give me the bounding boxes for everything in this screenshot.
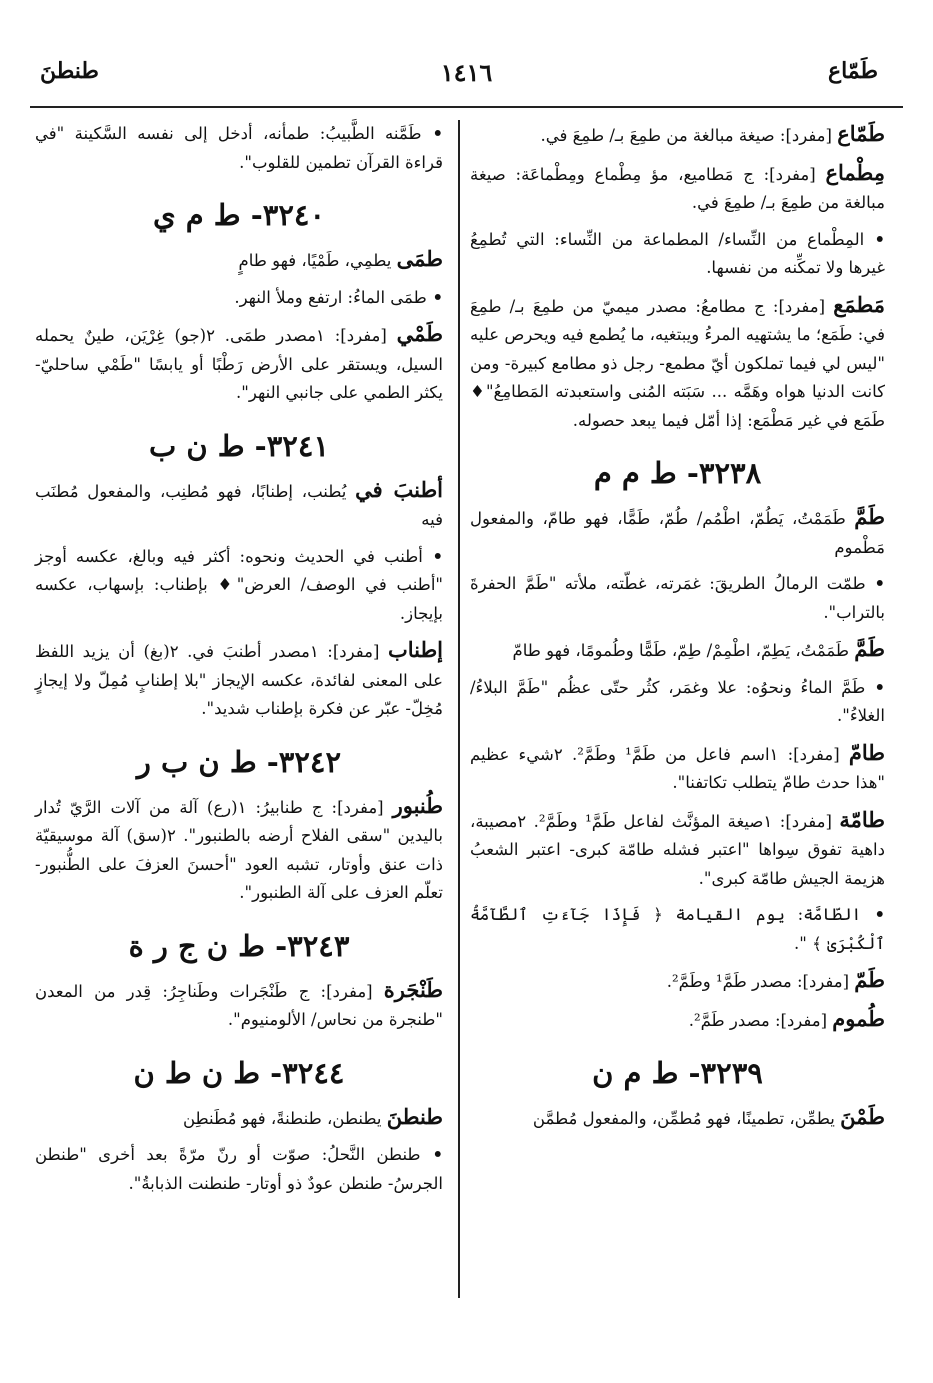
sub-entry: • طمَى الماءُ: ارتفع وملأ النهر. bbox=[35, 284, 443, 313]
definition: [مفرد]: ١صيغة المؤنَّث لفاعل طَمَّ¹ وطَمَّ². ٢مصيبة، داهية تفوق سِواها "اعتبر فشله طامّة كبرى- اعتبر الشعبُ هزيمة الجيش طامّة كبرى". bbox=[470, 811, 885, 888]
definition: يطنطن، طنطنةً، فهو مُطَنطِن bbox=[182, 1108, 387, 1128]
dictionary-entry bbox=[470, 291, 885, 436]
sub-entry: • أطنب في الحديث ونحوه: أكثر فيه وبالغ، عكسه أوجز "أطنب في الوصف/ العرض"♦ بإطناب: بإسهاب، عكسه بإيجاز. bbox=[35, 543, 443, 629]
headword: طَمْنَ bbox=[840, 1104, 885, 1129]
dictionary-entry bbox=[470, 503, 885, 562]
definition: يطمِي، طَمْيًا، فهو طامٍ bbox=[238, 251, 397, 270]
header-rule bbox=[30, 106, 903, 108]
dictionary-entry bbox=[35, 245, 443, 276]
left-column bbox=[35, 120, 443, 1206]
root-section-heading: ٣٢٤٠- ط م ي bbox=[152, 198, 326, 232]
sub-entry: • المِطْماع من النِّساء/ المطماعة من النِّساء: التي تُطمِعُ غيرها ولا تمكِّنه من نفسها. bbox=[470, 226, 885, 283]
header-left-word: طنطنَ bbox=[40, 58, 99, 84]
headword: طَمْي bbox=[396, 321, 444, 346]
dictionary-entry bbox=[35, 476, 443, 535]
dictionary-entry bbox=[470, 159, 885, 218]
dictionary-entry bbox=[470, 120, 885, 151]
root-section-heading: ٣٢٤٤- ط ن ط ن bbox=[133, 1055, 345, 1090]
headword: طَمّاع bbox=[837, 121, 885, 146]
dictionary-entry bbox=[35, 1103, 443, 1134]
headword: طَمّ bbox=[854, 967, 885, 992]
dictionary-entry bbox=[470, 1103, 885, 1134]
definition: [مفرد]: ج مطامعُ: مصدر ميميّ من طمِعَ بـ/ طمِعَ في: طَمَع؛ ما يشتهيه المرءُ ويبتغيه، ما يُطمع فيه ويحرص عليه "ليس لي فيما تملكون أيّ مطمع- رجل ذو مطامع كبيرة- ومن كانت الدنيا هواه وهَمَّه ... سَبَته المُنى واستعبدته المَطامِعُ"♦ طَمَع في غير مَطْمَع: إذا أمّل فيما يبعد حصوله. bbox=[470, 296, 885, 430]
definition: يطمِّن، تطمينًا، فهو مُطمِّن، والمفعول مُطمَّن bbox=[532, 1109, 841, 1128]
headword: طُموم bbox=[832, 1005, 885, 1031]
root-section-heading: ٣٢٣٨- ط م م bbox=[593, 456, 762, 490]
headword: طُنبور bbox=[392, 792, 443, 818]
sub-entry: • طَمَّنه الطَّبيبُ: طمأنه، أدخل إلى نفسه السَّكينة "في قراءة القرآن تطمين للقلوب". bbox=[35, 120, 443, 177]
dictionary-entry bbox=[35, 792, 443, 908]
dictionary-entry bbox=[35, 636, 443, 724]
dictionary-entry bbox=[470, 739, 885, 798]
sub-entry: • طمّت الرمالُ الطريقَ: غمَرته، غطّته، ملأته "طَمَّ الحفرةَ بالتراب". bbox=[470, 570, 885, 627]
sub-entry: • طَمَّ الماءُ ونحوُه: علا وغمَر، كثُر حتّى عظُم "طَمَّ البلاءُ/ الغلاءُ". bbox=[470, 674, 885, 731]
definition: [مفرد]: مصدر طَمَّ². bbox=[688, 1010, 833, 1030]
dictionary-entry bbox=[470, 1005, 885, 1036]
headword: مِطْماع bbox=[825, 159, 885, 185]
root-section-heading: ٣٢٣٩- ط م ن bbox=[592, 1056, 763, 1090]
header-right-word: طَمّاع bbox=[827, 58, 878, 84]
definition: [مفرد]: ج طَنْجَرات وطَناجِرُ: قِدر من المعدن "طنجرة من نحاس/ الألومنيوم". bbox=[35, 981, 443, 1029]
headword: طَمَّ bbox=[854, 636, 885, 661]
definition: [مفرد]: ج طنابيرُ: ١(رع) آلة من آلات الرَّيّ تُدار باليدين "سقى الفلاح أرضه بالطنبور". ٢(سق) آلة موسيقيّة ذات عنق وأوتار، تشبه العود "أحسنَ العزفَ على الطُّنبور- تعلّم العزف على آلة الطنبور". bbox=[35, 797, 443, 902]
headword: إطناب bbox=[387, 637, 444, 662]
definition: [مفرد]: ١اسم فاعل من طَمَّ¹ وطَمَّ². ٢شيء عظيم "هذا حدث طامّ يتطلب تكاتفنا". bbox=[470, 744, 885, 792]
root-section-heading: ٣٢٤٢- ط ن ب ر bbox=[136, 744, 342, 779]
root-section-heading: ٣٢٤٣- ط ن ج ر ة bbox=[128, 928, 350, 963]
headword: طَنْجَرة bbox=[383, 976, 443, 1002]
right-column bbox=[470, 120, 885, 1142]
dictionary-entry bbox=[35, 320, 443, 408]
dictionary-entry bbox=[35, 976, 443, 1035]
column-divider bbox=[458, 120, 460, 1298]
page-number: ١٤١٦ bbox=[440, 58, 493, 87]
definition: طَمَمْتُ، يَطِمّ، اطْمِمْ/ طِمّ، طَمًّا وطُمومًا، فهو طامّ bbox=[512, 641, 855, 660]
dictionary-entry bbox=[470, 635, 885, 666]
sub-entry: • الطّامَّة: يوم القيامة ﴿ فَإِذَا جَآءَتِ ٱلطَّآمَّةُ ٱلْكُبْرَىٰ ﴾ ". bbox=[470, 901, 885, 958]
definition: [مفرد]: صيغة مبالغة من طمِعَ بـ/ طمِعَ في. bbox=[540, 126, 838, 145]
headword: طامّ bbox=[848, 739, 886, 765]
definition: يُطنب، إطنابًا، فهو مُطنِب، والمفعول مُطنَب فيه bbox=[35, 481, 443, 529]
definition: [مفرد]: ١مصدر طمَى. ٢(جو) غِرْيَن، طينٌ يحمله السيل، ويستقر على الأرض رَطْبًا أو يابسًا "طَمْي ساحليّ- يكثر الطمي على جانبي النهر". bbox=[35, 326, 443, 402]
headword: طَمَّ bbox=[854, 504, 885, 529]
dictionary-entry bbox=[470, 806, 885, 894]
definition: [مفرد]: ١مصدر أطنبَ في. ٢(بغ) أن يزيد اللفظ على المعنى لفائدة، عكسه الإيجاز "بلا إطنابٍ مُمِلّ ولا إيجازٍ مُخِلّ- عبّر عن فكرة بإطناب شديد". bbox=[35, 642, 443, 718]
headword: طنطنَ bbox=[386, 1103, 443, 1129]
definition: طَمَمْتُ، يَطُمّ، اطْمُم/ طُمّ، طَمًّا، فهو طامّ، والمفعول مَطْموم bbox=[470, 509, 885, 557]
headword: طمَى bbox=[396, 246, 443, 271]
headword: طامّة bbox=[839, 806, 886, 832]
headword: مَطمَع bbox=[833, 291, 885, 317]
definition: [مفرد]: ج مَطاميع، مؤ مِطْماع ومِطْماعَة: صيغة مبالغة من طمِعَ بـ/ طمِعَ في. bbox=[470, 164, 885, 212]
root-section-heading: ٣٢٤١- ط ن ب bbox=[148, 428, 330, 463]
definition: [مفرد]: مصدر طَمَّ¹ وطَمَّ². bbox=[666, 972, 855, 991]
sub-entry: • طنطن النَّحلُ: صوّت أو رنّ مرّةً بعد أخرى "طنطن الجرسُ- طنطن عودٌ ذو أوتار- طنطنت الذبابةُ". bbox=[35, 1141, 443, 1198]
headword: أطنبَ في bbox=[355, 476, 443, 502]
dictionary-entry bbox=[470, 966, 885, 997]
page-header bbox=[30, 58, 903, 98]
